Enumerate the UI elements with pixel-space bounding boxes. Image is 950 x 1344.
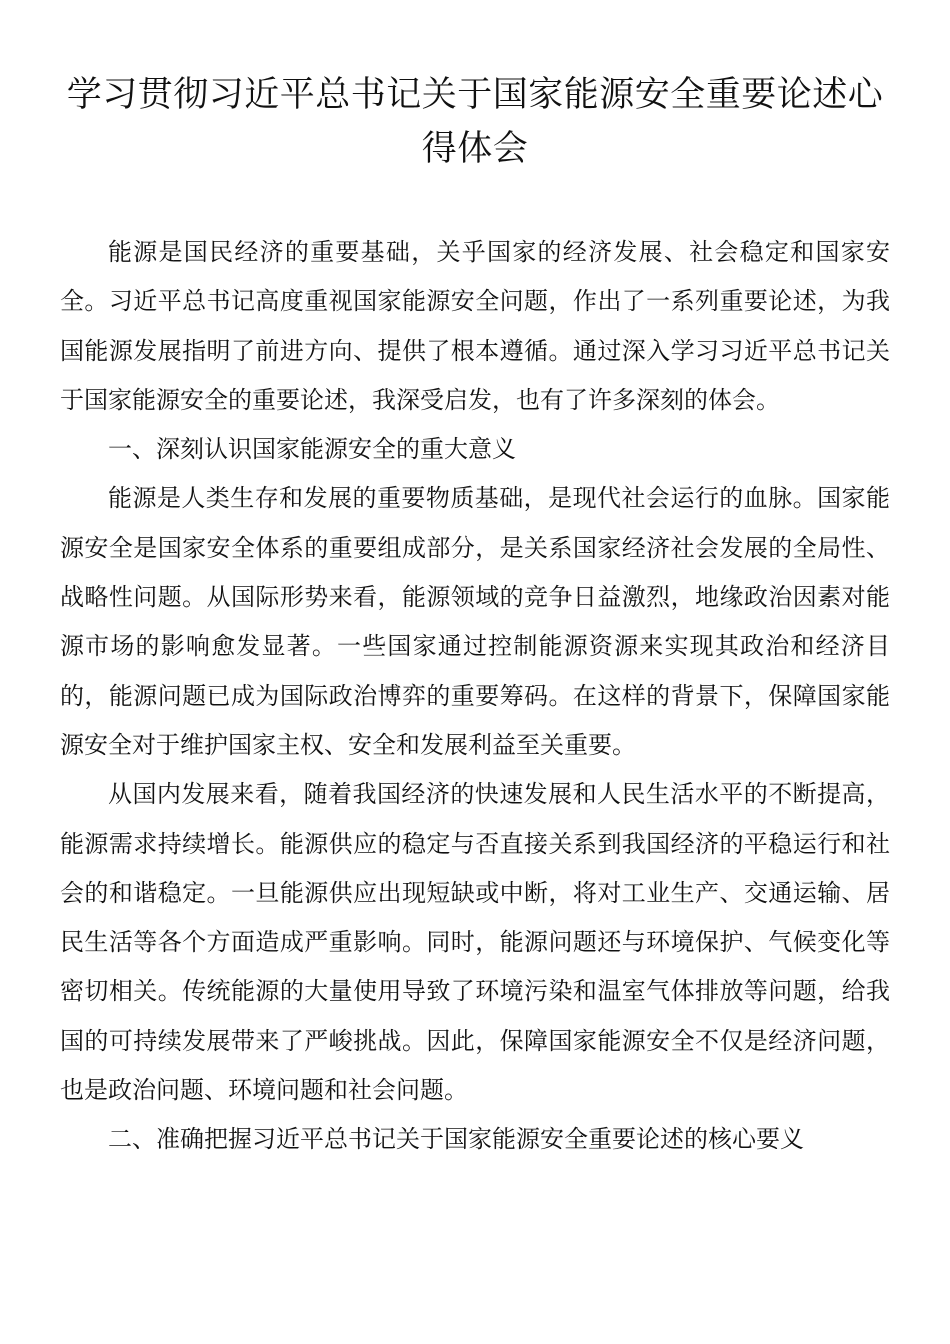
- section-1-paragraph-1: 能源是人类生存和发展的重要物质基础，是现代社会运行的血脉。国家能源安全是国家安全体系的重要组成部分，是关系国家经济社会发展的全局性、战略性问题。从国际形势来看，能源领域的竞争日益激烈，地缘政治因素对能源市场的影响愈发显著。一些国家通过控制能源资源来实现其政治和经济目的，能源问题已成为国际政治博弈的重要筹码。在这样的背景下，保障国家能源安全对于维护国家主权、安全和发展利益至关重要。: [60, 484, 890, 759]
- section-heading-2: 二、准确把握习近平总书记关于国家能源安全重要论述的核心要义: [108, 1125, 804, 1154]
- document-body: [60, 228, 890, 1165]
- section-1-paragraph-2: 从国内发展来看，随着我国经济的快速发展和人民生活水平的不断提高，能源需求持续增长。能源供应的稳定与否直接关系到我国经济的平稳运行和社会的和谐稳定。一旦能源供应出现短缺或中断，将对工业生产、交通运输、居民生活等各个方面造成严重影响。同时，能源问题还与环境保护、气候变化等密切相关。传统能源的大量使用导致了环境污染和温室气体排放等问题，给我国的可持续发展带来了严峻挑战。因此，保障国家能源安全不仅是经济问题，也是政治问题、环境问题和社会问题。: [60, 780, 890, 1105]
- intro-paragraph: 能源是国民经济的重要基础，关乎国家的经济发展、社会稳定和国家安全。习近平总书记高度重视国家能源安全问题，作出了一系列重要论述，为我国能源发展指明了前进方向、提供了根本遵循。通过深入学习习近平总书记关于国家能源安全的重要论述，我深受启发，也有了许多深刻的体会。: [60, 238, 890, 414]
- document-title: 学习贯彻习近平总书记关于国家能源安全重要论述心得体会: [66, 75, 884, 169]
- section-heading-1: 一、深刻认识国家能源安全的重大意义: [108, 435, 516, 464]
